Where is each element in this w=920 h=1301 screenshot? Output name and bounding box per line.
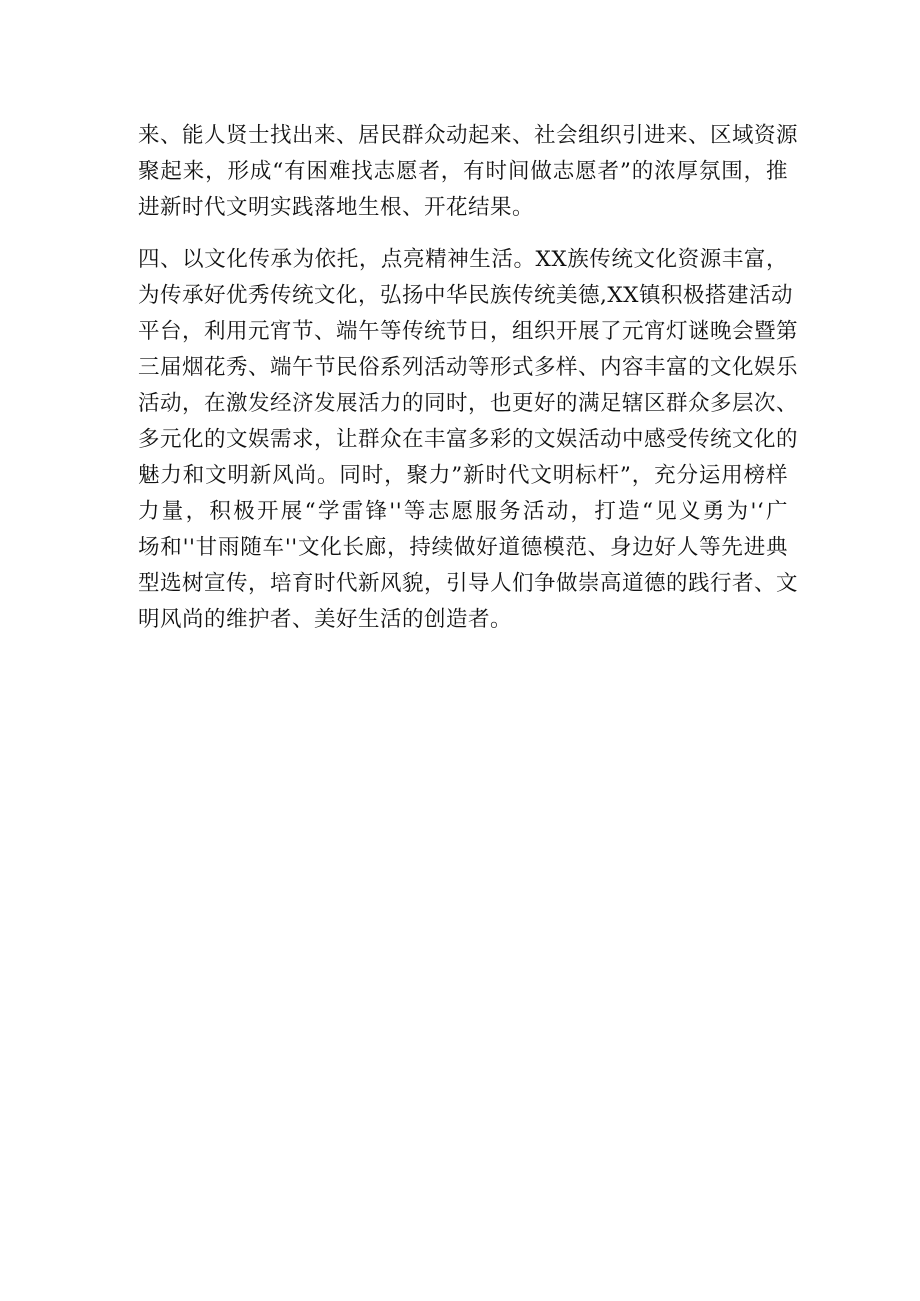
text-line: 三届烟花秀、端午节民俗系列活动等形式多样、内容丰富的文化娱乐 — [138, 355, 799, 380]
paragraph-culture — [138, 242, 799, 638]
text-line: 平台，利用元宵节、端午等传统节日，组织开展了元宵灯谜晚会暨第 — [138, 319, 799, 344]
text-line: 场和''甘雨随车''文化长廊，持续做好道德模范、身边好人等先进典 — [138, 535, 788, 560]
text-line: 来、能人贤士找出来、居民群众动起来、社会组织引进来、区域资源 — [138, 123, 799, 148]
text-line: 活动，在激发经济发展活力的同时，也更好的满足辖区群众多层次、 — [138, 391, 799, 416]
text-line: 魅力和文明新风尚。同时，聚力”新时代文明标杆”，充分运用榜样 — [138, 463, 788, 488]
text-line: 明风尚的维护者、美好生活的创造者。 — [138, 607, 513, 632]
paragraph-spacer — [138, 226, 788, 242]
text-line: 力量，积极开展“学雷锋''等志愿服务活动，打造“见义勇为'‘广 — [138, 499, 788, 524]
text-line: 为传承好优秀传统文化，弘扬中华民族传统美德,XX镇积极搭建活动 — [138, 283, 793, 308]
text-line: 聚起来，形成“有困难找志愿者，有时间做志愿者”的浓厚氛围，推 — [138, 159, 788, 184]
text-line: 四、以文化传承为依托，点亮精神生活。XX族传统文化资源丰富， — [138, 247, 788, 272]
text-line: 进新时代文明实践落地生根、开花结果。 — [138, 195, 535, 220]
text-line: 型选树宣传，培育时代新风貌，引导人们争做崇高道德的践行者、文 — [138, 571, 799, 596]
text-line: 多元化的文娱需求，让群众在丰富多彩的文娱活动中感受传统文化的 — [138, 427, 799, 452]
document-page — [138, 118, 799, 638]
paragraph-volunteer — [138, 118, 799, 226]
